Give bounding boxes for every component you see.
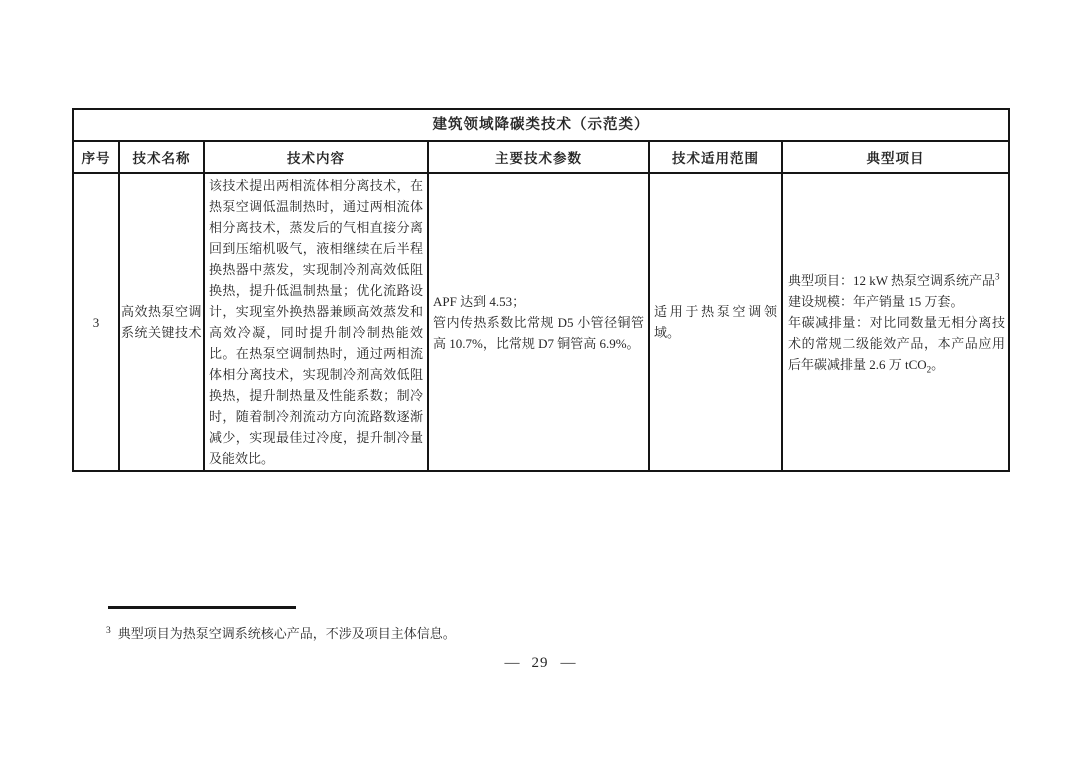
technology-table [72, 108, 1010, 472]
serial-number-value: 3 [92, 314, 100, 330]
cell-tech-parameters [429, 174, 650, 470]
page-number-left-dash: — [504, 655, 520, 671]
footnote-text: 典型项目为热泵空调系统核心产品，不涉及项目主体信息。 [117, 626, 456, 641]
column-header-serial-number: 序号 [74, 142, 120, 172]
column-header-tech-name: 技术名称 [120, 142, 205, 172]
carbon-reduction-period: 。 [931, 356, 945, 372]
column-header-applicable-scope: 技术适用范围 [650, 142, 783, 172]
page-number-right-dash: — [560, 655, 576, 671]
tech-parameter-line: APF 达到 4.53； [433, 293, 526, 309]
column-header-tech-parameters: 主要技术参数 [429, 142, 650, 172]
typical-project-line [788, 270, 1005, 291]
cell-serial-number [74, 174, 120, 470]
carbon-reduction-text: 年碳减排量：对比同数量无相分离技术的常规二级能效产品，本产品应用后年碳减排量 2.6 万 tCO [788, 314, 1005, 372]
cell-typical-project [783, 174, 1008, 470]
cell-tech-name [120, 174, 205, 470]
typical-project-text: 典型项目：12 kW 热泵空调系统产品 [788, 272, 996, 288]
table-title: 建筑领域降碳类技术（示范类） [74, 110, 1008, 142]
page-number [0, 655, 1080, 672]
applicable-scope-text: 适用于热泵空调领域。 [654, 304, 777, 340]
page-number-value: 29 [531, 655, 549, 671]
tech-content-paragraph: 该技术提出两相流体相分离技术，在热泵空调低温制热时，通过两相流体相分离技术，蒸发后的气相直接分离回到压缩机吸气，液相继续在后半程换热器中蒸发，实现制冷剂高效低阻换热，提升低温制热量；优化流路设计，实现室外换热器兼顾高效蒸发和高效冷凝，同时提升制冷制热能效比。在热泵空调制热时，通过两相流体相分离技术，实现制冷剂高效低阻换热，提升制热量及性能系数；制冷时，随着制冷剂流动方向流路数逐渐减少，实现最佳过冷度，提升制冷量及能效比。 [209, 178, 423, 466]
column-header-tech-content: 技术内容 [205, 142, 429, 172]
footnote-separator-line [108, 606, 296, 609]
co2-subscript: 2 [926, 364, 932, 375]
table-header-row [74, 142, 1008, 174]
carbon-reduction-line [788, 312, 1005, 375]
cell-applicable-scope [650, 174, 783, 470]
construction-scale-line: 建设规模：年产销量 15 万套。 [788, 293, 964, 309]
footnote-reference-superscript: 3 [995, 271, 1000, 282]
tech-parameter-line: 管内传热系数比常规 D5 小管径铜管高 10.7%，比常规 D7 铜管高 6.9%。 [433, 314, 644, 351]
footnote-mark: 3 [106, 625, 111, 636]
tech-name-text: 高效热泵空调系统关键技术 [121, 304, 203, 340]
table-data-row [74, 174, 1008, 470]
cell-tech-content [205, 174, 429, 470]
column-header-typical-project: 典型项目 [866, 151, 925, 166]
footnote [106, 624, 456, 644]
